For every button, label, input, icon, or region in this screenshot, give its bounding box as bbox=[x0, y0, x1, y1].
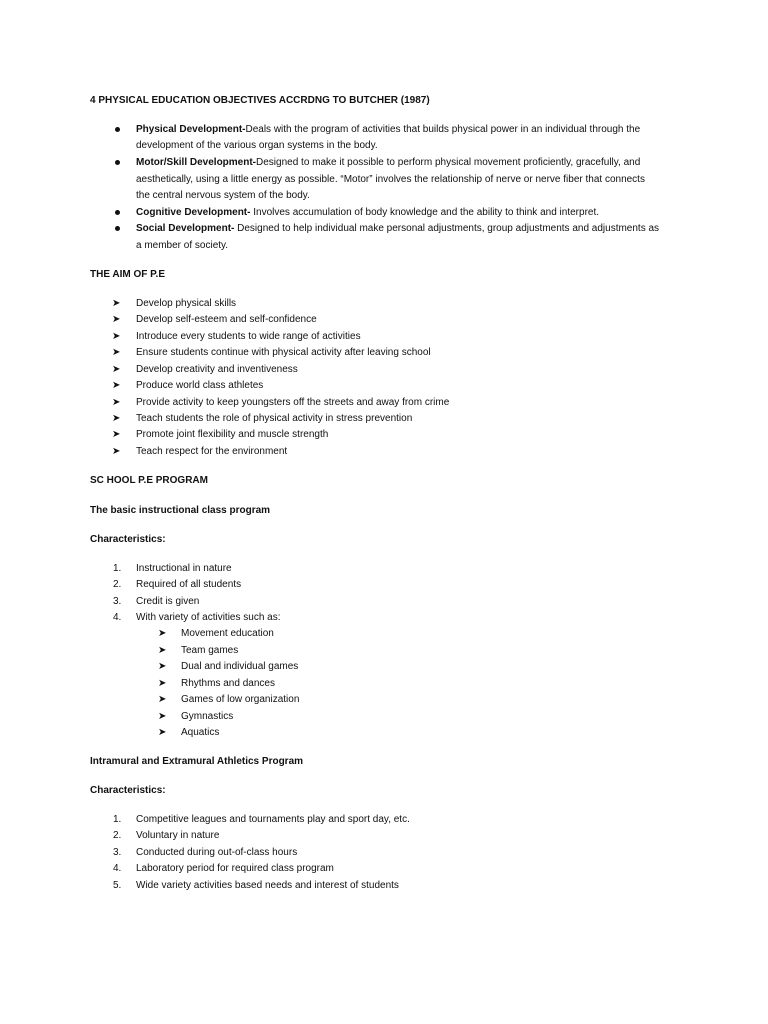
intramural-item: Wide variety activities based needs and interest of students bbox=[136, 880, 399, 891]
aim-item: Teach respect for the environment bbox=[136, 446, 288, 457]
objective-line bbox=[136, 157, 640, 168]
bullet-dot bbox=[115, 127, 120, 132]
arrow-bullet-icon: ➤ bbox=[112, 298, 121, 309]
list-number: 4. bbox=[113, 612, 122, 623]
list-number: 3. bbox=[113, 847, 122, 858]
arrow-bullet-icon: ➤ bbox=[112, 397, 121, 408]
list-number: 5. bbox=[113, 880, 122, 891]
objective-term: Cognitive Development- bbox=[136, 207, 251, 218]
arrow-bullet-icon: ➤ bbox=[112, 380, 121, 391]
aim-item: Develop physical skills bbox=[136, 298, 237, 309]
list-number: 2. bbox=[113, 830, 122, 841]
aim-item: Introduce every students to wide range of activities bbox=[136, 331, 361, 342]
characteristics-label: Characteristics: bbox=[90, 534, 166, 545]
list-number: 4. bbox=[113, 863, 122, 874]
list-number: 1. bbox=[113, 563, 122, 574]
bullet-dot bbox=[115, 160, 120, 165]
aim-item: Produce world class athletes bbox=[136, 380, 264, 391]
aim-item: Promote joint flexibility and muscle strength bbox=[136, 429, 329, 440]
bullet-dot bbox=[115, 210, 120, 215]
intramural-item: Laboratory period for required class program bbox=[136, 863, 334, 874]
arrow-bullet-icon: ➤ bbox=[158, 678, 167, 689]
objective-text: Designed to make it possible to perform physical movement proficiently, gracefully, and bbox=[256, 157, 641, 168]
objective-line bbox=[136, 124, 640, 135]
arrow-bullet-icon: ➤ bbox=[158, 694, 167, 705]
aim-item: Provide activity to keep youngsters off the streets and away from crime bbox=[136, 397, 450, 408]
activity-item: Gymnastics bbox=[181, 711, 234, 722]
arrow-bullet-icon: ➤ bbox=[158, 711, 167, 722]
list-number: 3. bbox=[113, 596, 122, 607]
aim-item: Ensure students continue with physical activity after leaving school bbox=[136, 347, 431, 358]
characteristics-label: Characteristics: bbox=[90, 785, 166, 796]
arrow-bullet-icon: ➤ bbox=[112, 347, 121, 358]
arrow-bullet-icon: ➤ bbox=[112, 331, 121, 342]
intramural-item: Conducted during out-of-class hours bbox=[136, 847, 298, 858]
basic-program-heading: The basic instructional class program bbox=[90, 505, 271, 516]
basic-item: With variety of activities such as: bbox=[136, 612, 281, 623]
arrow-bullet-icon: ➤ bbox=[112, 413, 121, 424]
intramural-item: Voluntary in nature bbox=[136, 830, 220, 841]
activity-item: Games of low organization bbox=[181, 694, 300, 705]
arrow-bullet-icon: ➤ bbox=[158, 727, 167, 738]
activity-item: Dual and individual games bbox=[181, 661, 299, 672]
bullet-dot bbox=[115, 226, 120, 231]
activity-item: Team games bbox=[181, 645, 239, 656]
objective-line bbox=[136, 207, 599, 218]
basic-item: Required of all students bbox=[136, 579, 242, 590]
intramural-heading: Intramural and Extramural Athletics Program bbox=[90, 756, 304, 767]
aim-heading: THE AIM OF P.E bbox=[90, 269, 166, 280]
arrow-bullet-icon: ➤ bbox=[112, 364, 121, 375]
document-title: 4 PHYSICAL EDUCATION OBJECTIVES ACCRDNG TO BUTCHER (1987) bbox=[90, 95, 430, 106]
objective-term: Motor/Skill Development- bbox=[136, 157, 257, 168]
arrow-bullet-icon: ➤ bbox=[112, 429, 121, 440]
objective-text: the central nervous system of the body. bbox=[136, 190, 310, 201]
activity-item: Aquatics bbox=[181, 727, 220, 738]
objective-term: Physical Development- bbox=[136, 124, 246, 135]
objective-line bbox=[136, 223, 659, 234]
aim-item: Teach students the role of physical activity in stress prevention bbox=[136, 413, 413, 424]
aim-item: Develop creativity and inventiveness bbox=[136, 364, 298, 375]
activity-item: Rhythms and dances bbox=[181, 678, 275, 689]
arrow-bullet-icon: ➤ bbox=[158, 645, 167, 656]
arrow-bullet-icon: ➤ bbox=[158, 661, 167, 672]
objective-text: Deals with the program of activities that builds physical power in an individual through the bbox=[245, 124, 641, 135]
arrow-bullet-icon: ➤ bbox=[112, 446, 121, 457]
list-number: 2. bbox=[113, 579, 122, 590]
basic-item: Instructional in nature bbox=[136, 563, 232, 574]
activity-item: Movement education bbox=[181, 628, 274, 639]
arrow-bullet-icon: ➤ bbox=[158, 628, 167, 639]
objective-text: a member of society. bbox=[136, 240, 229, 251]
objective-text: development of the various organ systems in the body. bbox=[136, 140, 378, 151]
aim-item: Develop self-esteem and self-confidence bbox=[136, 314, 317, 325]
objective-text: Designed to help individual make personal adjustments, group adjustments and adjustments as bbox=[234, 223, 660, 234]
school-program-heading: SC HOOL P.E PROGRAM bbox=[90, 475, 208, 486]
basic-item: Credit is given bbox=[136, 596, 200, 607]
intramural-item: Competitive leagues and tournaments play and sport day, etc. bbox=[136, 814, 410, 825]
objective-text: aesthetically, using a little energy as possible. “Motor” involves the relationship of nerve or nerve fiber that connects bbox=[136, 174, 645, 185]
list-number: 1. bbox=[113, 814, 122, 825]
arrow-bullet-icon: ➤ bbox=[112, 314, 121, 325]
objective-term: Social Development- bbox=[136, 223, 235, 234]
objective-text: Involves accumulation of body knowledge and the ability to think and interpret. bbox=[250, 207, 600, 218]
